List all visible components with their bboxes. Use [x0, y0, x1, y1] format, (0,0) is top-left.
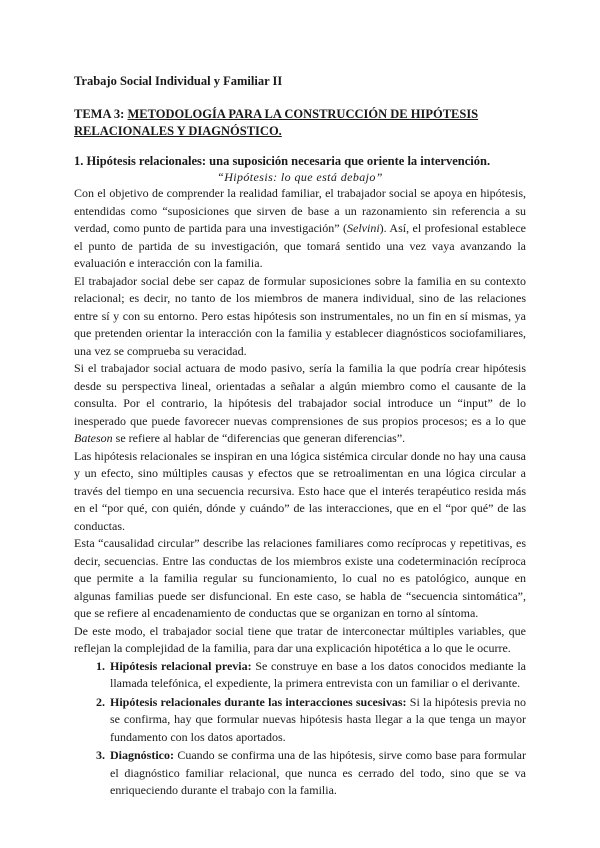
list-item: [108, 694, 526, 747]
paragraph-1-text-b: ). Así, el profesional establece el punto de partida de su investigación, que tomará sentido una vez vaya avanzando la evaluación e interacción con la familia.: [74, 221, 526, 270]
paragraph-3: [74, 360, 526, 448]
body-text: [74, 185, 526, 801]
list-item-term: Hipótesis relacional previa:: [110, 658, 252, 673]
course-title: Trabajo Social Individual y Familiar II: [74, 74, 283, 88]
paragraph-1-text-a: Con el objetivo de comprender la realidad familiar, el trabajador social se apoya en hipótesis, entendidas como “suposiciones que sirven de base a un razonamiento sin referencia a su verdad, como punto de partida para una investigación” (: [74, 186, 526, 235]
list-item-text: Si la hipótesis previa no se confirma, hay que formular nuevas hipótesis hasta llegar a la que tenga un mayor fundamento con los datos aportados.: [110, 694, 526, 744]
list-item: [108, 747, 526, 800]
paragraph-4: Las hipótesis relacionales se inspiran en una lógica sistémica circular donde no hay una causa y un efecto, sino múltiples causas y efectos que se retroalimentan en una lógica circular a través del tiempo en una secuencia recursiva. Esto hace que el interés terapéutico resida más en el “por qué, con quién, dónde y cuándo” de las interacciones, que en el “por qué” de las conductas.: [74, 448, 526, 533]
topic-title: METODOLOGÍA PARA LA CONSTRUCCIÓN DE HIPÓTESIS RELACIONALES Y DIAGNÓSTICO.: [74, 107, 479, 138]
paragraph-2: El trabajador social debe ser capaz de formular suposiciones sobre la familia en su contexto relacional; es decir, no tanto de los miembros de manera individual, sino de las relaciones entre sí y con su entorno. Pero estas hipótesis son instrumentales, no un fin en sí mismas, ya que pretenden orientar la interacción con la familia y establecer diagnósticos sociofamiliares, una vez se comprueba su veracidad.: [74, 273, 526, 358]
paragraph-3-author: Bateson: [74, 431, 113, 445]
section-heading: 1. Hipótesis relacionales: una suposición necesaria que oriente la intervención.: [74, 154, 491, 168]
paragraph-1: [74, 185, 526, 273]
paragraph-3-text-a: Si el trabajador social actuara de modo pasivo, sería la familia la que podría crear hipótesis desde su perspectiva lineal, orientadas a señalar a algún miembro como el causante de la consulta. Por el contrario, la hipótesis del trabajador social introduce un “input” de lo inesperado que puede favorecer nuevas comprensiones de sus propios procesos; es a lo que: [74, 361, 526, 428]
list-item-text: Se construye en base a los datos conocidos mediante la llamada telefónica, el expediente, la primera entrevista con un familiar o el derivante.: [110, 658, 526, 690]
list-item: [108, 658, 526, 693]
list-item-term: Hipótesis relacionales durante las interacciones sucesivas:: [110, 694, 407, 709]
paragraph-1-author: Selvini: [347, 221, 380, 235]
list-item-text: Cuando se confirma una de las hipótesis, sirve como base para formular el diagnóstico familiar relacional, que nunca es cerrado del todo, sino que se va enriqueciendo durante el trabajo con la familia.: [110, 748, 526, 797]
paragraph-3-text-b: se refiere al hablar de “diferencias que generan diferencias”.: [112, 431, 406, 445]
paragraph-5: Esta “causalidad circular” describe las relaciones familiares como recíprocas y repetitivas, es decir, secuencias. Entre las conductas de los miembros existe una codeterminación recíproca que permite a la familia regular su funcionamiento, lo cual no es patológico, aunque en algunas familias puede ser disfuncional. En este caso, se habla de “secuencia sintomática”, que se refiere al encadenamiento de conductas que se organizan en torno al síntoma.: [74, 536, 526, 620]
list-item-term: Diagnóstico:: [110, 748, 174, 762]
section-quote: “Hipótesis: lo que está debajo”: [217, 170, 383, 184]
hypothesis-phases-list: [74, 658, 526, 800]
paragraph-6: De este modo, el trabajador social tiene que tratar de interconectar múltiples variables, que reflejan la complejidad de la familia, para dar una explicación hipotética a lo que le ocurre.: [74, 623, 526, 655]
topic-prefix: TEMA 3:: [74, 107, 128, 121]
topic-heading: [74, 106, 534, 140]
